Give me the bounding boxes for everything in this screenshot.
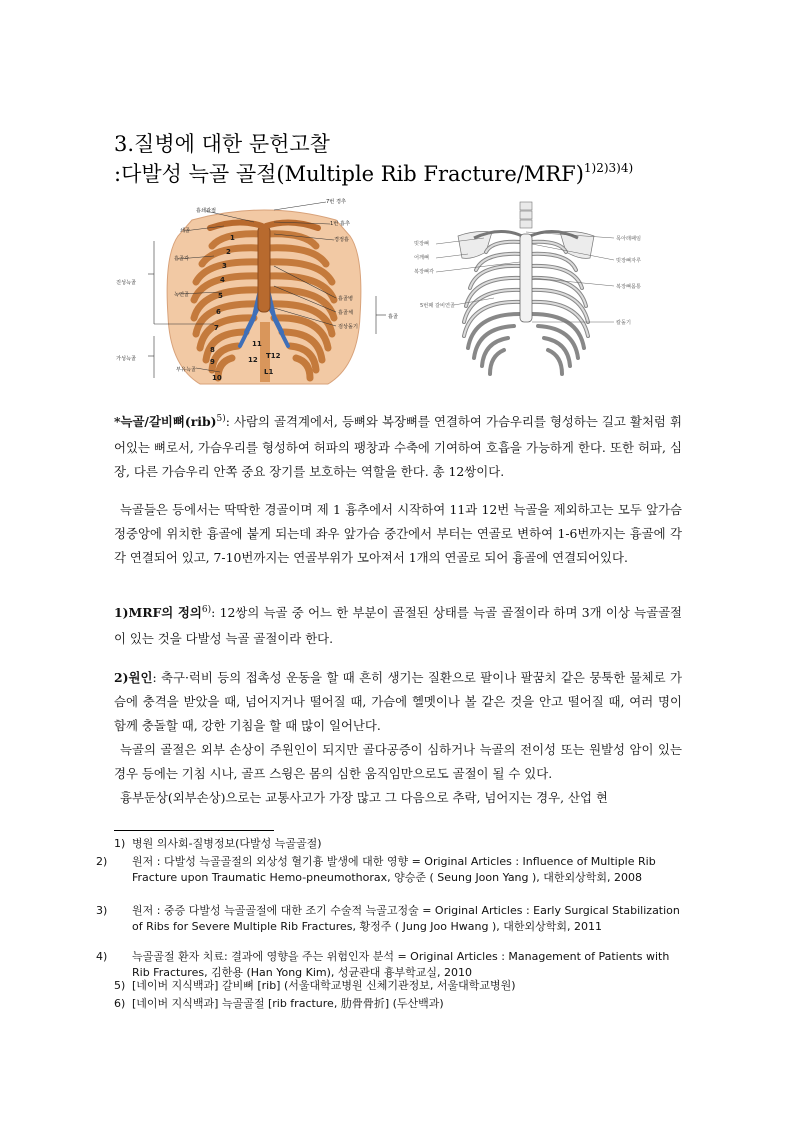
- rib-number-8: 8: [210, 346, 215, 354]
- label-sternum-body-ko: 복장뼈몸통: [616, 284, 642, 290]
- footnote-text: 원저 : 중증 다발성 늑골골절에 대한 조기 수술적 늑골고정술 = Original Articles : Early Surgical Stabilization of Ribs for Severe Multiple Rib Fractures, 황정주 ( Jung Joo Hwang ), 대한외상학회, 2011: [132, 904, 680, 933]
- rib-cage-figures: [114, 196, 680, 388]
- subtitle-text: :다발성 늑골 골절(Multiple Rib Fracture/MRF): [114, 162, 584, 186]
- rib-number-7: 7: [214, 324, 219, 332]
- rib-number-9: 9: [210, 358, 215, 366]
- footnote-text: 원저 : 다발성 늑골골절의 외상성 혈기흉 발생에 대한 영향 = Original Articles : Influence of Multiple Rib Fracture upon Traumatic Hemo-pneumothorax, 양승준 ( Seung Joon Yang ), 대한외상학회, 2008: [132, 855, 656, 884]
- label-manubrium: 흉골병: [338, 296, 354, 302]
- footnote-num: 5): [114, 979, 126, 992]
- colored-rib-cage-illustration: [116, 197, 398, 384]
- footnote-text: [네이버 지식백과] 갈비뼈 [rib] (서울대학교병원 신체기관정보, 서울대학교병원): [132, 979, 516, 992]
- label-clavicle-ko: 빗장뼈: [414, 241, 430, 247]
- footnote-text: 늑골골절 환자 치료: 결과에 영향을 주는 위험인자 분석 = Original Articles : Management of Patients with Rib Fractures, 김한용 (Han Yong Kim), 성균관대 흉부학교실, 2010: [132, 950, 670, 979]
- vertebra-l1: L1: [264, 368, 274, 376]
- rib-number-12: 12: [248, 356, 258, 364]
- section-rib-definition: [114, 410, 682, 484]
- label-sternal-angle-ko: 복장뼈각: [414, 269, 435, 275]
- label-xiphoid-ko: 칼돌기: [616, 320, 632, 326]
- vertebra-t12: T12: [266, 352, 281, 360]
- label-xiphoid: 검상돌기: [338, 324, 359, 330]
- cause-text-2: 늑골의 골절은 외부 손상이 주원인이 되지만 골다공증이 심하거나 늑골의 전이성 또는 원발성 암이 있는 경우 등에는 기침 시나, 골프 스윙은 몸의 심한 움직임만으로도 골절이 될 수 있다.: [114, 742, 682, 781]
- footnote-num: 2): [96, 855, 108, 868]
- footnote-5: [114, 978, 682, 994]
- rib-number-6: 6: [216, 308, 221, 316]
- label-scapula-ko: 어깨뼈: [414, 255, 430, 261]
- label-clavicle: 쇄골: [180, 228, 191, 234]
- footnote-3: [96, 903, 682, 935]
- section-mrf-definition: [114, 601, 682, 651]
- rib-term: *늑골/갈비뼈(rib): [114, 414, 217, 429]
- page-subtitle: [114, 158, 633, 188]
- label-c7: 7번 경추: [326, 199, 346, 205]
- section-cause: [114, 666, 682, 810]
- label-jugular-notch-ko: 목아래패임: [616, 236, 642, 242]
- label-t1: 1번 흉추: [330, 221, 350, 227]
- label-fifth-cartilage-ko: 5번째 갈비연골: [420, 303, 456, 309]
- rib-number-5: 5: [218, 292, 223, 300]
- label-sternal-angle: 흉골각: [174, 256, 190, 262]
- label-false-ribs: 가성늑골: [116, 356, 137, 362]
- footnote-num: 4): [96, 950, 108, 963]
- label-sternum: 흉골: [388, 314, 399, 320]
- rib-number-11: 11: [252, 340, 262, 348]
- footnote-4: [96, 949, 682, 981]
- label-manubrium-ko: 빗장뼈자루: [616, 258, 642, 264]
- footnote-text: 병원 의사회-질병정보(다발성 늑골골절): [132, 837, 322, 850]
- mrf-ref: 6): [201, 605, 212, 615]
- mrf-text: : 12쌍의 늑골 중 어느 한 부분이 골절된 상태를 늑골 골절이라 하며 3개 이상 늑골골절이 있는 것을 다발성 늑골 골절이라 한다.: [114, 605, 683, 646]
- page-title: 3.질병에 대한 문헌고찰: [114, 132, 330, 156]
- label-true-ribs: 진성늑골: [116, 280, 137, 286]
- sketch-rib-cage-illustration: [414, 202, 641, 374]
- cause-term: 2)원인: [114, 670, 153, 685]
- section-rib-anatomy: [114, 498, 682, 570]
- footnote-num: 3): [96, 904, 108, 917]
- rib-anatomy-text: 늑골들은 등에서는 딱딱한 경골이며 제 1 흉추에서 시작하여 11과 12번 늑골을 제외하고는 모두 앞가슴 정중앙에 위치한 흉골에 붙게 되는데 좌우 앞가슴 중간에서 부터는 연골로 변하여 1-6번까지는 흉골에 각각 연결되어 있고, 7-10번까지는 연골부위가 모아져서 1개의 연골로 되어 흉골에 연결되어있다.: [114, 502, 682, 565]
- footnote-text: [네이버 지식백과] 늑골골절 [rib fracture, 肋骨骨折] (두산백과): [132, 997, 444, 1010]
- mrf-term: 1)MRF의 정의: [114, 605, 202, 620]
- cause-text-3: 흉부둔상(외부손상)으로는 교통사고가 가장 많고 그 다음으로 추락, 넘어지는 경우, 산업 현: [120, 790, 608, 805]
- rib-ref: 5): [216, 414, 226, 424]
- label-costal-cartilage: 녹연골: [174, 292, 190, 298]
- footnote-2: [96, 854, 682, 886]
- label-sternoclavicular: 흉쇄관절: [196, 208, 217, 214]
- footnote-num: 6): [114, 997, 126, 1010]
- footnote-6: [114, 996, 682, 1012]
- rib-number-1: 1: [230, 234, 235, 242]
- rib-number-2: 2: [226, 248, 231, 256]
- footnote-divider: [114, 830, 274, 831]
- rib-number-3: 3: [222, 262, 227, 270]
- footnote-num: 1): [114, 837, 126, 850]
- footnote-1: [114, 836, 682, 852]
- rib-text: : 사람의 골격계에서, 등뼈와 복장뼈를 연결하여 가슴우리를 형성하는 길고 활처럼 휘어있는 뼈로서, 가슴우리를 형성하여 허파의 팽창과 수축에 기여하여 호흡을 가능하게 한다. 또한 허파, 심장, 다른 가슴우리 안쪽 중요 장기를 보호하는 역할을 한다. 총 12쌍이다.: [114, 414, 682, 479]
- rib-number-10: 10: [212, 374, 222, 382]
- label-floating-ribs: 부유늑골: [176, 367, 197, 373]
- subtitle-refs: 1)2)3)4): [583, 161, 634, 175]
- cause-text: : 축구·럭비 등의 접촉성 운동을 할 때 흔히 생기는 질환으로 팔이나 팔꿈치 같은 뭉툭한 물체로 가슴에 충격을 받았을 때, 넘어지거나 떨어질 때, 가슴에 헬멧이나 볼 같은 것을 안고 떨어질 때, 여러 명이 함께 충돌할 때, 강한 기침을 할 때 많이 일어난다.: [114, 670, 682, 733]
- label-body-sternum: 흉골체: [338, 310, 354, 316]
- label-jugular: 경정흉: [334, 237, 350, 243]
- rib-number-4: 4: [220, 276, 225, 284]
